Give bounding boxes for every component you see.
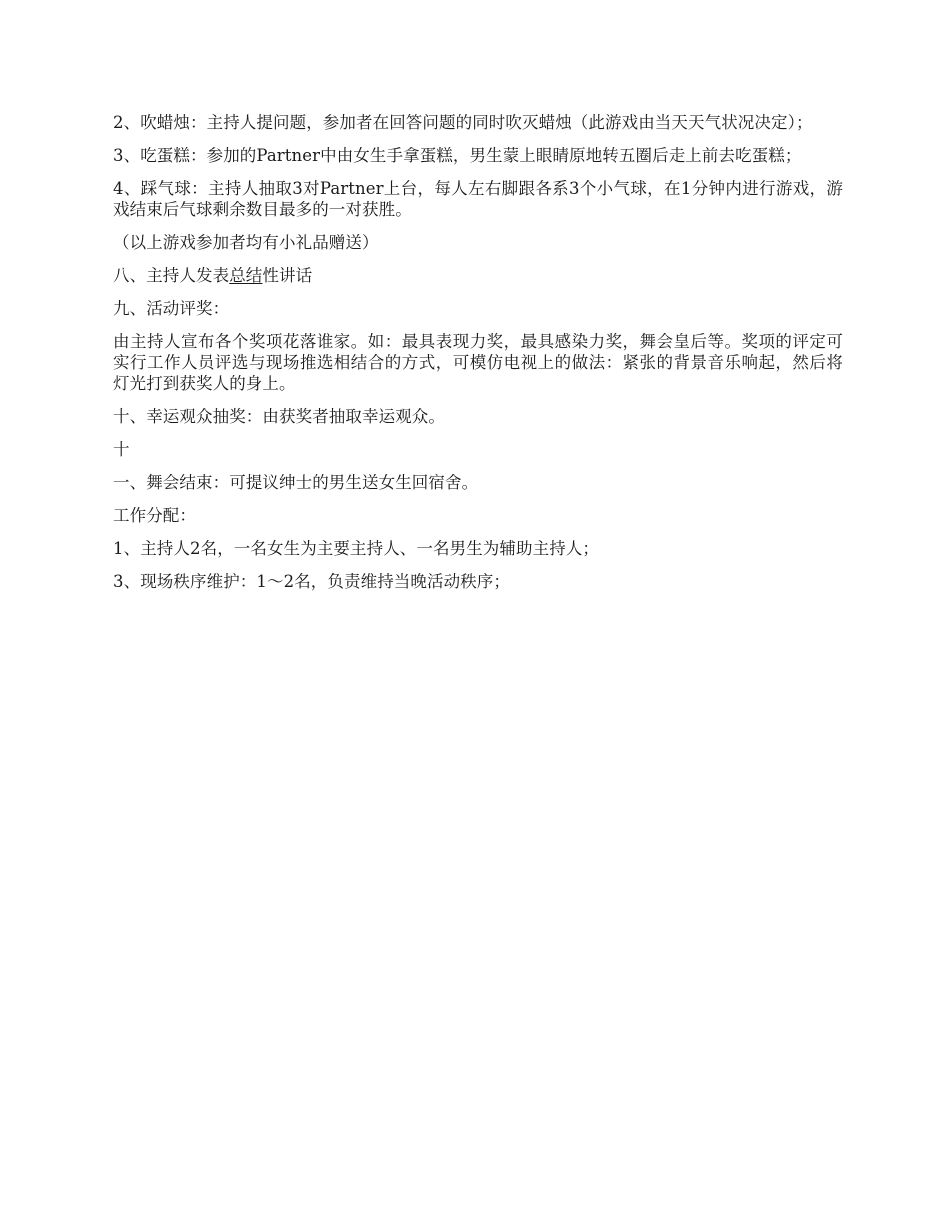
paragraph-section-11-text: 一、舞会结束：可提议绅士的男生送女生回宿舍。	[113, 473, 479, 492]
section-8-suffix: 性讲话	[262, 266, 313, 285]
paragraph-work-order-maintenance: 3、现场秩序维护：1～2名，负责维持当晚活动秩序；	[113, 572, 510, 591]
paragraph-game-step-balloons: 4、踩气球：主持人抽取3对Partner上台，每人左右脚跟各系3个小气球，在1分钟内进行游戏，游戏结束后气球剩余数目最多的一对获胜。	[113, 179, 843, 219]
section-8-prefix: 八、主持人发表	[113, 266, 230, 285]
document-page	[113, 112, 843, 604]
paragraph-game-eat-cake: 3、吃蛋糕：参加的Partner中由女生手拿蛋糕，男生蒙上眼睛原地转五圈后走上前去吃蛋糕；	[113, 146, 802, 165]
paragraph-section-10: 十、幸运观众抽奖：由获奖者抽取幸运观众。	[113, 407, 445, 426]
paragraph-game-blow-candles: 2、吹蜡烛：主持人提问题，参加者在回答问题的同时吹灭蜡烛（此游戏由当天天气状况决定）；	[113, 113, 813, 132]
section-8-underlined-link[interactable]: 总结	[229, 266, 263, 285]
paragraph-work-assignment-heading: 工作分配：	[113, 506, 196, 525]
paragraph-work-hosts: 1、主持人2名，一名女生为主要主持人、一名男生为辅助主持人；	[113, 539, 599, 558]
paragraph-section-11-number: 十	[113, 440, 130, 459]
paragraph-section-8	[113, 265, 843, 286]
paragraph-gift-note: （以上游戏参加者均有小礼品赠送）	[113, 233, 379, 252]
paragraph-section-9-heading: 九、活动评奖：	[113, 299, 230, 318]
paragraph-award-description: 由主持人宣布各个奖项花落谁家。如：最具表现力奖，最具感染力奖，舞会皇后等。奖项的评定可实行工作人员评选与现场推选相结合的方式，可模仿电视上的做法：紧张的背景音乐响起，然后将灯光打到获奖人的身上。	[113, 332, 843, 393]
